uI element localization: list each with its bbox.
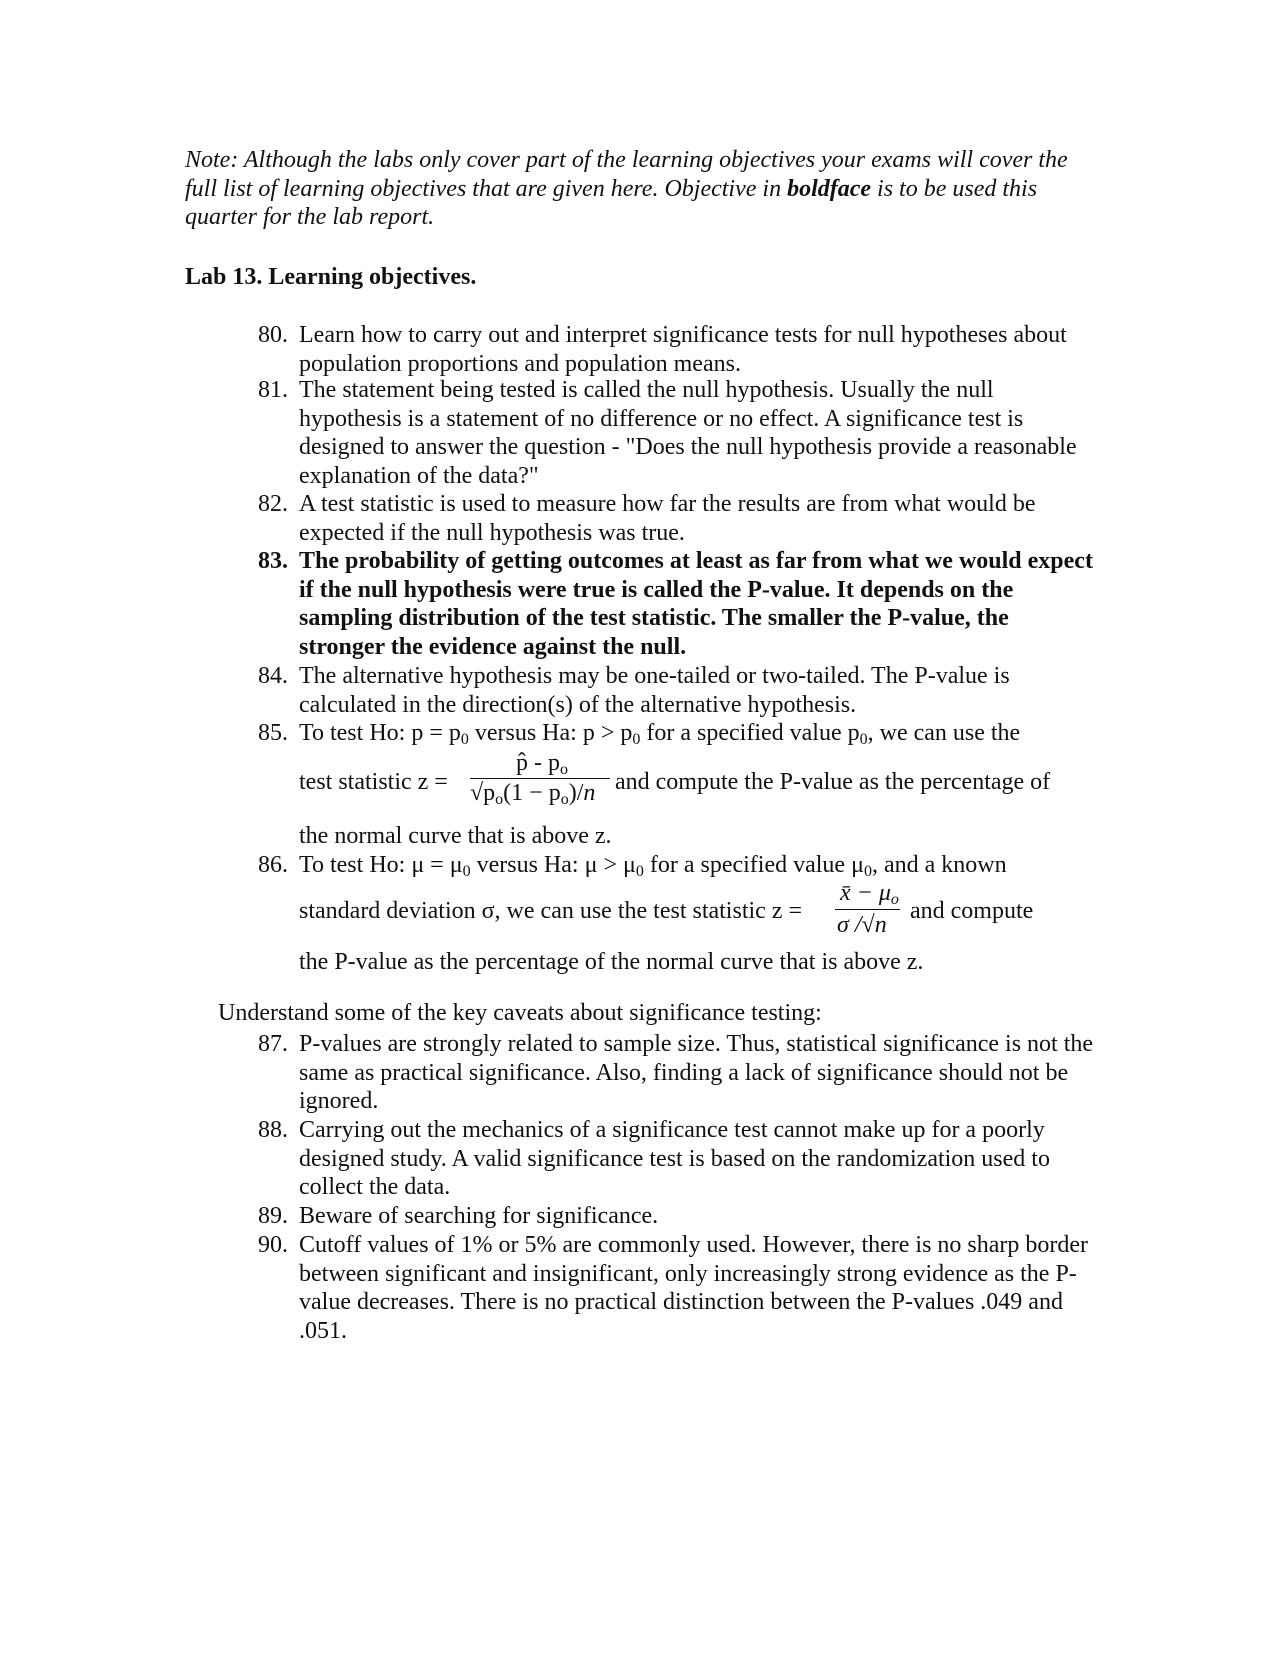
objective-text: The statement being tested is called the null hypothesis. Usually the null hypothesis is a statement of no difference or no effect. A significance test is designed to answer the question - "Does the null hypothesis provide a reasonable explanation of the data?" <box>299 377 1077 489</box>
fraction-bar <box>835 909 900 910</box>
objective-number: 87. <box>258 1031 288 1057</box>
objective-86-line1 <box>299 851 1007 879</box>
text-part: , and a known <box>871 852 1007 878</box>
subscript: o <box>560 761 568 778</box>
formula-numerator <box>840 880 899 907</box>
objective-87 <box>258 1030 1099 1116</box>
text-part: (1 − p <box>503 780 561 806</box>
subscript: 0 <box>859 731 868 748</box>
text-part: σ /√ <box>837 912 875 938</box>
text-part: )/ <box>568 780 584 806</box>
text-part: x̄ − μ <box>840 880 891 906</box>
subscript: 0 <box>462 863 471 880</box>
subscript: 0 <box>460 731 469 748</box>
text-part: for a specified value μ <box>643 852 864 878</box>
fraction-bar <box>470 778 610 779</box>
objective-number: 90. <box>258 1232 288 1258</box>
variable-n: n <box>874 912 887 938</box>
formula-denominator <box>837 912 887 939</box>
objective-number: 82. <box>258 491 288 517</box>
objective-85-lead: test statistic z = <box>299 769 448 795</box>
text-part: To test Ho: μ = μ <box>299 852 463 878</box>
objective-86-after: and compute <box>910 898 1034 924</box>
objective-number: 81. <box>258 377 288 403</box>
note-paragraph <box>185 146 1095 232</box>
text-part: To test Ho: p = p <box>299 720 461 746</box>
objective-number: 86. <box>258 852 288 878</box>
text-part: for a specified value p <box>640 720 860 746</box>
formula-denominator <box>470 780 595 807</box>
text-part: p̂ - p <box>516 750 560 776</box>
objective-text: The alternative hypothesis may be one-tailed or two-tailed. The P-value is calculated in the direction(s) of the alternative hypothesis. <box>299 663 1010 718</box>
caveats-intro: Understand some of the key caveats about significance testing: <box>218 1000 822 1026</box>
note-text-end: is to be used this quarter for the lab report. <box>185 175 1038 231</box>
objective-82 <box>258 490 1099 547</box>
lab-heading: Lab 13. Learning objectives. <box>185 264 477 290</box>
objective-81 <box>258 376 1099 490</box>
objective-90 <box>258 1231 1099 1345</box>
objective-85-after: and compute the P-value as the percentage of <box>615 769 1051 795</box>
subscript: o <box>890 891 899 908</box>
objective-89 <box>258 1202 1099 1231</box>
objective-number: 85. <box>258 720 288 746</box>
objective-text: Cutoff values of 1% or 5% are commonly used. However, there is no sharp border between significant and insignificant, only increasingly strong evidence as the P-value decreases. There is no practical distinction between the P-values .049 and .051. <box>299 1232 1089 1344</box>
formula-numerator <box>516 750 568 777</box>
variable-n: n <box>583 780 596 806</box>
objective-number: 80. <box>258 322 288 348</box>
objective-86-line3: the P-value as the percentage of the normal curve that is above z. <box>299 949 924 975</box>
objective-number: 84. <box>258 663 288 689</box>
subscript: 0 <box>632 731 641 748</box>
objective-text: The probability of getting outcomes at least as far from what we would expect if the null hypothesis were true is called the P-value. It depends on the sampling distribution of the test statistic. The smaller the P-value, the stronger the evidence against the null. <box>299 548 1093 660</box>
text-part: √p <box>470 780 496 806</box>
text-part: versus Ha: p > p <box>468 720 633 746</box>
objective-88 <box>258 1116 1099 1202</box>
objective-number: 88. <box>258 1117 288 1143</box>
subscript: o <box>560 791 569 808</box>
objective-text: Beware of searching for significance. <box>299 1203 659 1229</box>
subscript: 0 <box>635 863 644 880</box>
objective-85-line3: the normal curve that is above z. <box>299 823 612 849</box>
objective-text: Carrying out the mechanics of a significance test cannot make up for a poorly designed study. A valid significance test is based on the randomization used to collect the data. <box>299 1117 1050 1201</box>
objective-number: 89. <box>258 1203 288 1229</box>
text-part: versus Ha: μ > μ <box>470 852 636 878</box>
objective-86-lead: standard deviation σ, we can use the test statistic z = <box>299 898 802 924</box>
objective-84 <box>258 662 1099 719</box>
objective-text: Learn how to carry out and interpret significance tests for null hypotheses about population proportions and population means. <box>299 322 1067 377</box>
text-part: , we can use the <box>867 720 1021 746</box>
note-text: Note: Although the labs only cover part of the learning objectives your exams will cover the full list of learning objectives that are given here. Objective in <box>185 147 1068 202</box>
objective-85-line1 <box>299 719 1020 747</box>
objective-text: P-values are strongly related to sample size. Thus, statistical significance is not the same as practical significance. Also, finding a lack of significance should not be ignored. <box>299 1031 1094 1115</box>
objective-80 <box>258 321 1099 378</box>
subscript: o <box>495 791 504 808</box>
note-boldface-word: boldface <box>787 175 872 202</box>
objective-number: 83. <box>258 548 288 574</box>
objective-text: A test statistic is used to measure how far the results are from what would be expected if the null hypothesis was true. <box>299 491 1036 546</box>
objective-83 <box>258 547 1099 661</box>
subscript: 0 <box>863 863 872 880</box>
